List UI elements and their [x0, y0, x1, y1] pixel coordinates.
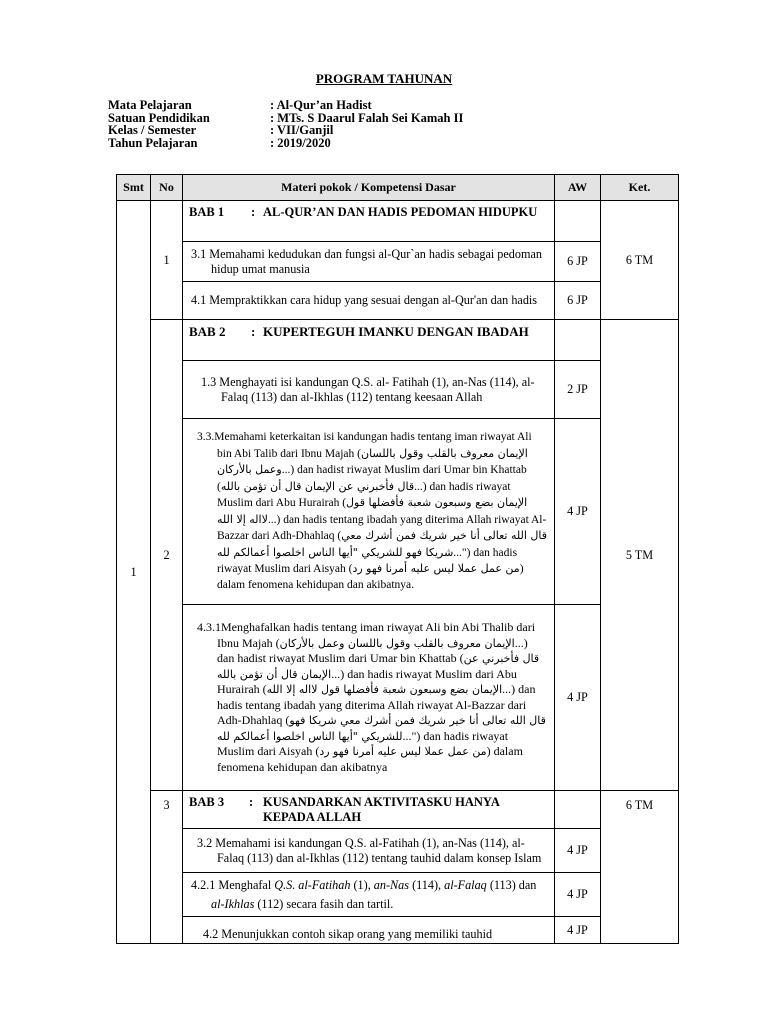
aw-cell: 4 JP — [555, 829, 601, 873]
bab-heading: BAB 2 : KUPERTEGUH IMANKU DENGAN IBADAH — [183, 320, 555, 361]
bab-heading: BAB 3 : KUSANDARKAN AKTIVITASKU HANYA KEPADA ALLAH — [183, 791, 555, 829]
meta-row-year: Tahun Pelajaran : 2019/2020 — [108, 135, 331, 150]
table-row: 4.2 Menunjukkan contoh sikap orang yang memiliki tauhid 4 JP — [117, 917, 679, 944]
ket-cell: 5 TM — [601, 320, 679, 791]
meta-row-class: Kelas / Semester : VII/Ganjil — [108, 123, 334, 137]
table-row: 3.3.Memahami keterkaitan isi kandungan hadis tentang iman riwayat Ali bin Abi Talib dari Ibnu Majah (الإيمان معروف بالقلب وقول باللسان وعمل بالأركان...) dan hadist riwayat Muslim dari Umar bin Khattab (قال فأخبرني عن الإيمان قال أن تؤمن بالله...) dan hadis riwayat Muslim dari Abu Hurairah (الإيمان بضع وسبعون شعبة فأفضلها قول لااله إلا الله...) dan hadis tentang ibadah yang diterima Allah riwayat Al-Bazzar dari Adh-Dhahlaq (قال الله تعالى أنا خير شريك فمن أشرك معي شريكا فهو للشريكي "أيها الناس اخلصوا أعمالكم لله...") dan hadis riwayat Muslim dari Aisyah (من عمل عملا ليس عليه أمرنا فهو رد) dalam fenomena kehidupan dan akibatnya. 4 JP — [117, 419, 679, 605]
aw-cell: 6 JP — [555, 282, 601, 320]
table-row: 4.2.1 Menghafal Q.S. al-Fatihah (1), an-Nas (114), al-Falaq (113) dan al-Ikhlas (112) secara fasih dan tartil. 4 JP — [117, 873, 679, 917]
no-cell: 3 — [151, 791, 183, 944]
aw-cell: 2 JP — [555, 361, 601, 419]
aw-cell: 4 JP — [555, 605, 601, 791]
header-materi: Materi pokok / Kompetensi Dasar — [183, 175, 555, 201]
table-header-row — [117, 175, 679, 201]
ket-cell: 6 TM — [601, 201, 679, 320]
meta-row-school: Satuan Pendidikan : MTs. S Daarul Falah Sei Kamah II — [108, 110, 464, 125]
program-table — [116, 174, 679, 944]
bab-heading: BAB 1 : AL-QUR’AN DAN HADIS PEDOMAN HIDUPKU — [183, 201, 555, 242]
table-row: 3.1 Memahami kedudukan dan fungsi al-Qur`an hadis sebagai pedoman hidup umat manusia 6 JP — [117, 242, 679, 282]
page-title: PROGRAM TAHUNAN — [315, 71, 453, 86]
header-ket: Ket. — [601, 175, 679, 201]
document-meta — [108, 99, 463, 149]
table-row — [117, 320, 679, 361]
table-row: 4.3.1Menghafalkan hadis tentang iman riwayat Ali bin Abi Thalib dari Ibnu Majah (الإيمان معروف بالقلب وقول باللسان وعمل بالأركان...) dan hadist riwayat Muslim dari Umar bin Khattab (قال فأخبرني عن الإيمان قال أن تؤمن بالله...) dan hadis riwayat Muslim dari Abu Hurairah (الإيمان بضع وسبعون شعبة فأفضلها قول لااله إلا الله...) dan hadis tentang ibadah yang diterima Allah riwayat Al-Bazzar dari Adh-Dhahlaq (قال الله تعالى أنا خير شريك فمن أشرك معي شريكا فهو للشريكي "أيها الناس اخلصوا أعمالكم لله...") dan hadis riwayat Muslim dari Aisyah (من عمل عملا ليس عليه أمرنا فهو رد) dalam fenomena kehidupan dan akibatnya 4 JP — [117, 605, 679, 791]
table-row — [117, 201, 679, 242]
meta-row-subject: Mata Pelajaran : Al-Qur’an Hadist — [108, 98, 372, 112]
no-cell: 1 — [151, 201, 183, 320]
table-row: 3.2 Memahami isi kandungan Q.S. al-Fatihah (1), an-Nas (114), al- Falaq (113) dan al-Ikhlas (112) tentang tauhid dalam konsep Islam 4 JP — [117, 829, 679, 873]
header-smt: Smt — [117, 175, 151, 201]
ket-cell: 6 TM — [601, 791, 679, 944]
aw-cell: 4 JP — [555, 917, 601, 944]
table-row: 4.1 Mempraktikkan cara hidup yang sesuai dengan al-Qur'an dan hadis 6 JP — [117, 282, 679, 320]
smt-cell: 1 — [117, 201, 151, 944]
header-no: No — [151, 175, 183, 201]
no-cell: 2 — [151, 320, 183, 791]
table-row — [117, 791, 679, 829]
aw-cell: 6 JP — [555, 242, 601, 282]
aw-cell: 4 JP — [555, 873, 601, 917]
table-row: 1.3 Menghayati isi kandungan Q.S. al- Fatihah (1), an-Nas (114), al- Falaq (113) dan al-Ikhlas (112) tentang keesaan Allah 2 JP — [117, 361, 679, 419]
aw-cell: 4 JP — [555, 419, 601, 605]
header-aw: AW — [555, 175, 601, 201]
